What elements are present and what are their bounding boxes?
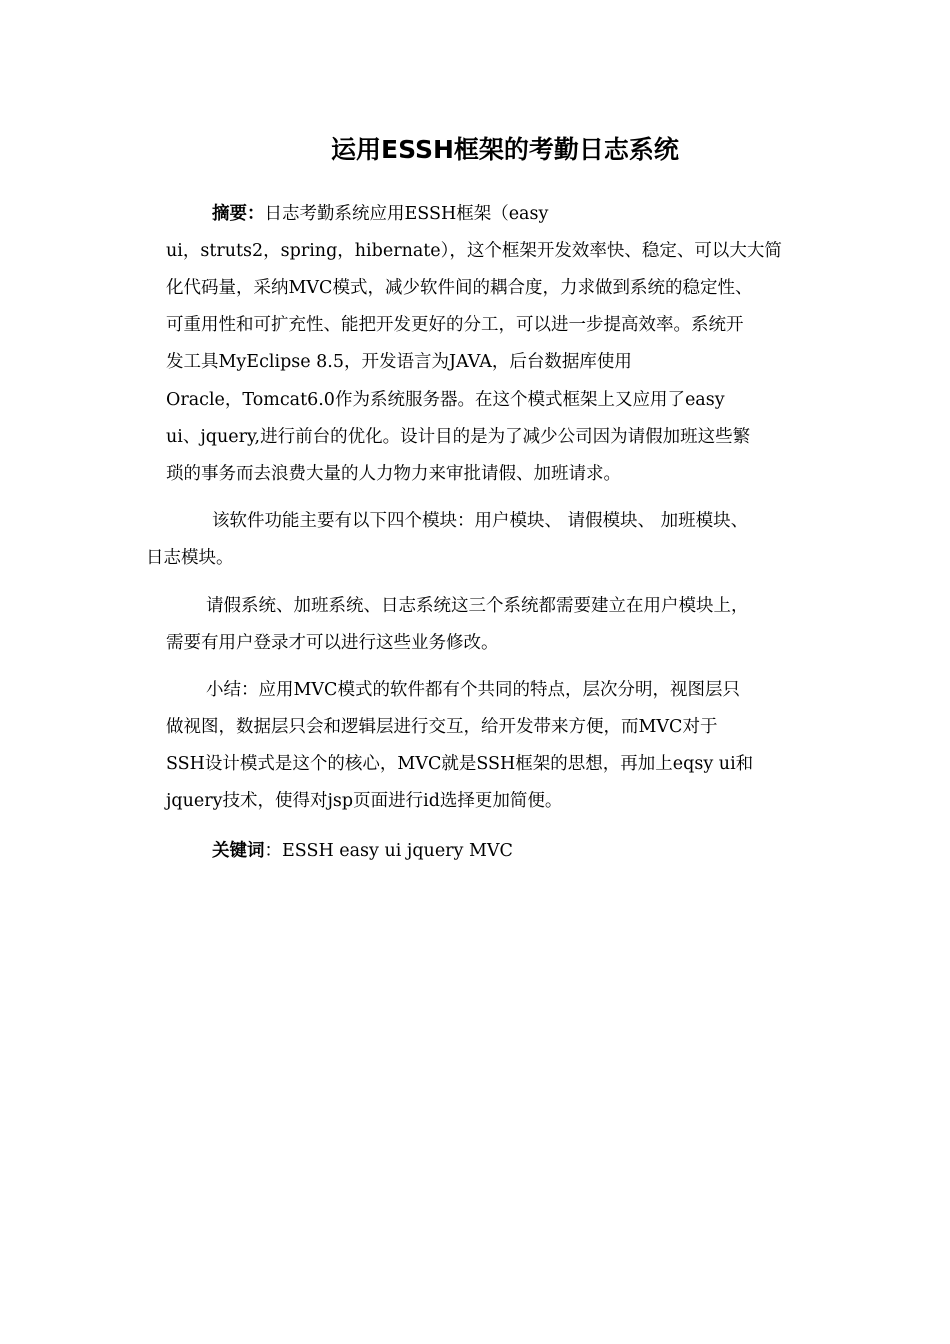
summary-line: SSH设计模式是这个的核心，MVC就是SSH框架的思想，再加上eqsy ui和 xyxy=(166,754,754,774)
summary-line: 小结：应用MVC模式的软件都有个共同的特点，层次分明，视图层只 xyxy=(206,680,740,700)
abstract-line: 日志考勤系统应用ESSH框架（easy xyxy=(264,204,549,224)
abstract-line: 琐的事务而去浪费大量的人力物力来审批请假、加班请求。 xyxy=(166,464,621,484)
modules-line: 日志模块。 xyxy=(146,548,234,568)
document-title: 运用ESSH框架的考勤日志系统 xyxy=(331,135,679,164)
modules-line: 该软件功能主要有以下四个模块：用户模块、 请假模块、 加班模块、 xyxy=(212,511,749,531)
abstract-line: 化代码量，采纳MVC模式，减少软件间的耦合度，力求做到系统的稳定性、 xyxy=(166,278,753,298)
abstract-line: 可重用性和可扩充性、能把开发更好的分工，可以进一步提高效率。系统开 xyxy=(166,315,744,335)
abstract-line: 发工具MyEclipse 8.5，开发语言为JAVA，后台数据库使用 xyxy=(166,352,632,372)
summary-line: jquery技术，使得对jsp页面进行id选择更加简便。 xyxy=(166,791,563,811)
keywords-line xyxy=(212,838,513,864)
keywords-label: 关键词 xyxy=(212,841,265,861)
keywords-value: ：ESSH easy ui jquery MVC xyxy=(264,841,513,861)
abstract-line: ui、jquery,进行前台的优化。设计目的是为了减少公司因为请假加班这些繁 xyxy=(166,427,751,447)
abstract-line: ui，struts2，spring，hibernate），这个框架开发效率快、稳定、可以大大简 xyxy=(166,241,782,261)
dependency-line: 请假系统、加班系统、日志系统这三个系统都需要建立在用户模块上， xyxy=(206,596,749,616)
dependency-line: 需要有用户登录才可以进行这些业务修改。 xyxy=(166,633,499,653)
abstract-line: Oracle，Tomcat6.0作为系统服务器。在这个模式框架上又应用了easy xyxy=(166,390,725,410)
summary-line: 做视图，数据层只会和逻辑层进行交互，给开发带来方便，而MVC对于 xyxy=(166,717,718,737)
abstract-first-line xyxy=(212,201,548,227)
abstract-label: 摘要： xyxy=(212,204,265,224)
